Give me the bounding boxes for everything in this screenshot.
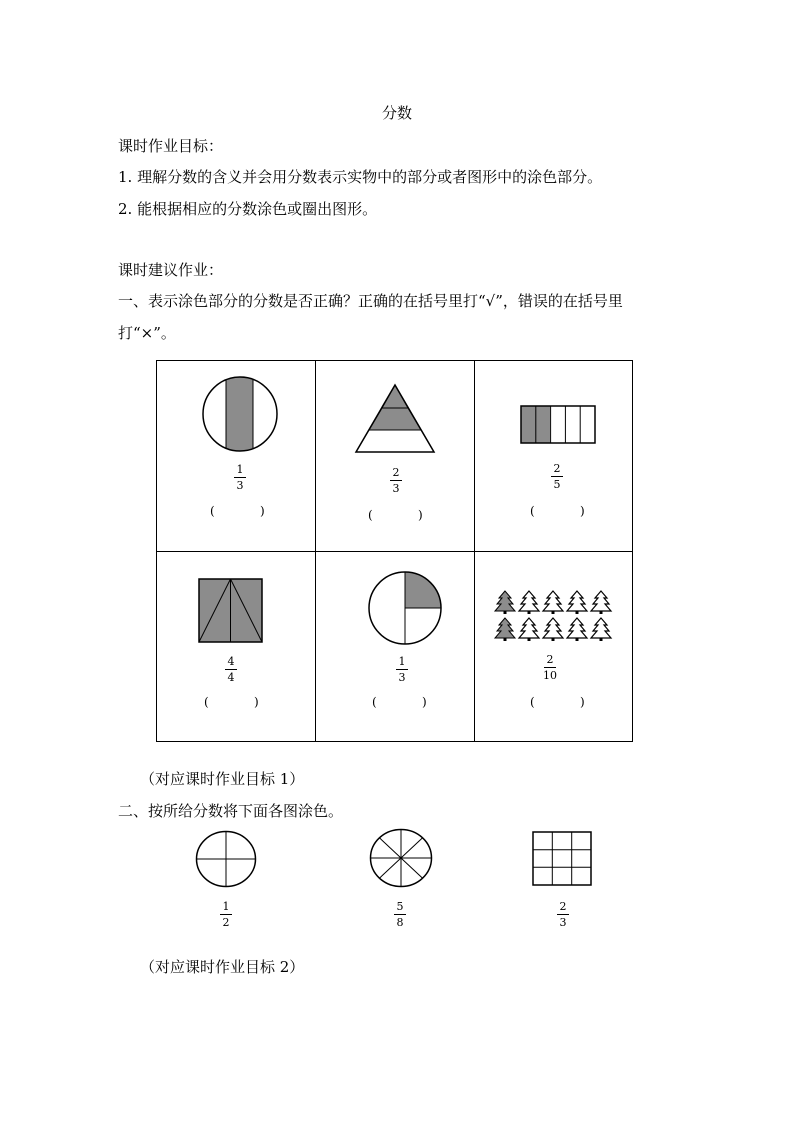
suggest-heading: 课时建议作业： <box>118 261 224 279</box>
fraction-cell-1 <box>220 463 260 492</box>
goal-item-1: 1. 理解分数的含义并会用分数表示实物中的部分或者图形中的涂色部分。 <box>118 168 603 186</box>
numerator: 4 <box>227 655 235 668</box>
page-title: 分数 <box>381 104 412 122</box>
oval-eighths-figure[interactable] <box>369 828 433 888</box>
numerator: 2 <box>392 466 400 479</box>
fraction-item-1 <box>206 900 246 929</box>
goals-heading: 课时作业目标： <box>118 137 224 155</box>
tree-icon <box>591 591 611 614</box>
tree-icon <box>567 591 587 614</box>
denominator: 3 <box>398 671 406 684</box>
fraction-item-3 <box>543 900 583 929</box>
fraction-cell-3 <box>537 462 577 491</box>
tree-icon <box>519 591 539 614</box>
fraction-cell-4 <box>211 655 251 684</box>
question-1-line-2: 打“×”。 <box>118 324 176 342</box>
goal-item-2: 2. 能根据相应的分数涂色或圈出图形。 <box>118 200 378 218</box>
denominator: 2 <box>222 916 230 929</box>
fraction-item-2 <box>380 900 420 929</box>
denominator: 4 <box>227 671 235 684</box>
denominator: 3 <box>392 482 400 495</box>
fraction-cell-6 <box>530 653 570 682</box>
question-1-line-1: 一、表示涂色部分的分数是否正确？正确的在括号里打“√”，错误的在括号里 <box>118 292 623 310</box>
circle-quarters-figure <box>367 570 443 646</box>
tree-icon <box>543 618 563 641</box>
numerator: 1 <box>236 463 244 476</box>
trees-figure <box>494 590 616 644</box>
tree-icon <box>519 618 539 641</box>
denominator: 10 <box>543 669 557 682</box>
fraction-cell-5 <box>382 655 422 684</box>
question-2-heading: 二、按所给分数将下面各图涂色。 <box>118 802 344 820</box>
numerator: 1 <box>398 655 406 668</box>
circle-thirds-figure <box>200 376 280 456</box>
tree-icon <box>591 618 611 641</box>
numerator: 2 <box>559 900 567 913</box>
rectangle-fifths-figure <box>520 405 596 445</box>
fraction-cell-2 <box>376 466 416 495</box>
nine-square-grid-figure[interactable] <box>532 831 592 886</box>
numerator: 1 <box>222 900 230 913</box>
question-1-note: （对应课时作业目标 1） <box>140 770 305 788</box>
denominator: 3 <box>236 479 244 492</box>
numerator: 5 <box>396 900 404 913</box>
numerator: 2 <box>553 462 561 475</box>
question-2-note: （对应课时作业目标 2） <box>140 958 305 976</box>
denominator: 5 <box>553 478 561 491</box>
numerator: 2 <box>546 653 554 666</box>
tree-icon <box>495 591 515 614</box>
denominator: 8 <box>396 916 404 929</box>
tree-icon <box>495 618 515 641</box>
triangle-bands-figure <box>354 384 436 454</box>
denominator: 3 <box>559 916 567 929</box>
tree-icon <box>543 591 563 614</box>
tree-icon <box>567 618 587 641</box>
square-triangles-figure <box>198 578 264 644</box>
grid-divider <box>157 551 632 552</box>
oval-quarters-figure[interactable] <box>195 830 257 888</box>
